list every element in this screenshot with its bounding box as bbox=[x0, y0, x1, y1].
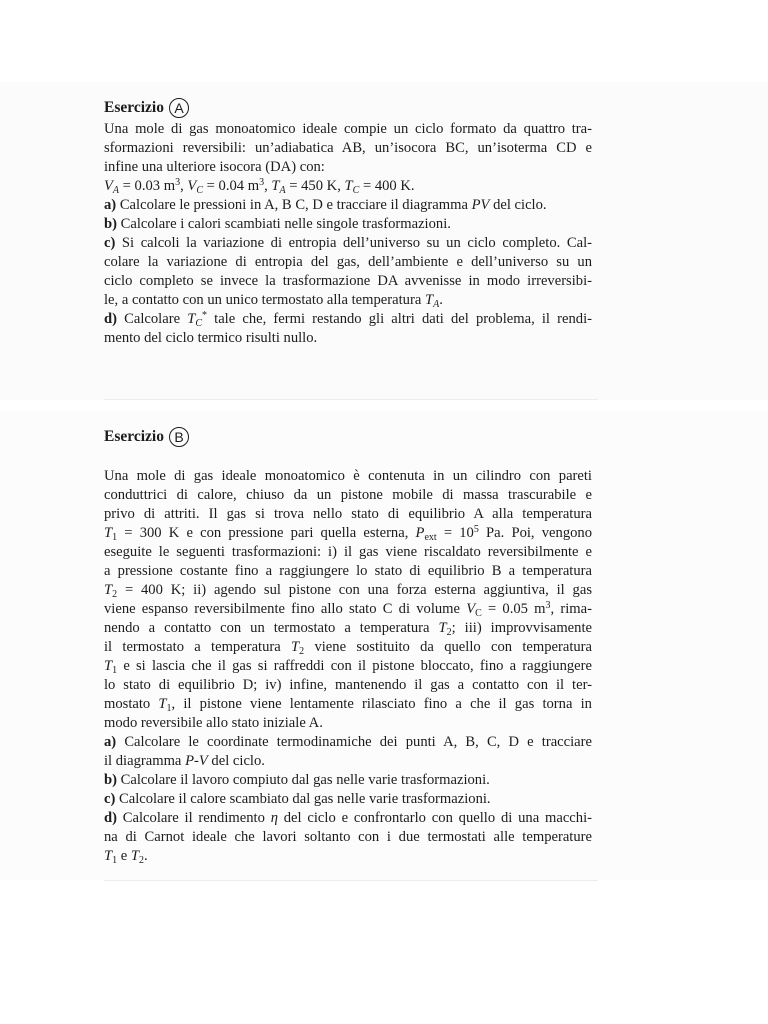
bottom-divider bbox=[104, 880, 598, 881]
text-line: modo reversibile allo stato iniziale A. bbox=[104, 715, 323, 731]
text-line: d) Calcolare il rendimento η del ciclo e confrontarlo con quello di una macchi- bbox=[104, 810, 592, 826]
exercise-a-letter-badge: A bbox=[169, 98, 189, 118]
text-line: c) Calcolare il calore scambiato dal gas nelle varie trasformazioni. bbox=[104, 791, 491, 807]
text-line: b) Calcolare i calori scambiati nelle singole trasformazioni. bbox=[104, 216, 451, 232]
text-line: $T_1 = 300$ K e con pressione pari quella esterna, $P_{ext} = 10^5$ Pa. Poi, vengono bbox=[104, 524, 593, 543]
exercise-a-title: Esercizio bbox=[104, 99, 164, 116]
text-line: $T_1$ e $T_2$. bbox=[104, 848, 148, 866]
exercise-a-heading bbox=[104, 98, 189, 118]
text-line: $V_A = 0.03$ $m^3$, $V_C = 0.04$ $m^3$, $T_A = 450$ K, $T_C = 400$ K. bbox=[104, 177, 415, 196]
text-line: a pressione costante fino a raggiungere lo stato di equilibrio B a temperatura bbox=[104, 563, 592, 579]
text-line: $T_1$ e si lascia che il gas si raffreddi con il pistone bloccato, fino a raggiungere bbox=[104, 658, 592, 676]
text-line: b) Calcolare il lavoro compiuto dal gas nelle varie trasformazioni. bbox=[104, 772, 490, 788]
text-line: nendo a contatto con un termostato a temperatura $T_2$; iii) improvvisamente bbox=[104, 620, 592, 638]
exercise-b-body bbox=[104, 467, 592, 866]
text-line: lo stato di equilibrio D; iv) infine, mantenendo il gas a contatto con il ter- bbox=[104, 677, 592, 693]
text-line: a) Calcolare le coordinate termodinamiche dei punti A, B, C, D e tracciare bbox=[104, 734, 592, 750]
text-line: $T_2 = 400$ K; ii) agendo sul pistone con una forza esterna aggiuntiva, il gas bbox=[104, 582, 592, 600]
text-line: il diagramma P-V del ciclo. bbox=[104, 753, 265, 769]
text-line: le, a contatto con un unico termostato alla temperatura $T_A$. bbox=[104, 292, 443, 310]
text-line: c) Si calcoli la variazione di entropia dell’universo su un ciclo completo. Cal- bbox=[104, 235, 592, 251]
text-line: conduttrici di calore, chiuso da un pistone mobile di massa trascurabile e bbox=[104, 487, 592, 503]
text-line: colare la variazione di entropia del gas, dell’ambiente e dell’universo su un bbox=[104, 254, 592, 270]
text-line: il termostato a temperatura $T_2$ viene sostituito da quello con temperatura bbox=[104, 639, 593, 657]
text-line: eseguite le seguenti trasformazioni: i) il gas viene riscaldato reversibilmente e bbox=[104, 544, 592, 560]
section-divider bbox=[104, 399, 598, 400]
exercise-b-heading bbox=[104, 427, 189, 447]
text-line: ciclo completo se invece la trasformazione DA avvenisse in modo irreversibi- bbox=[104, 273, 592, 289]
exercise-a-section bbox=[0, 82, 768, 400]
text-line: a) Calcolare le pressioni in A, B C, D e tracciare il diagramma PV del ciclo. bbox=[104, 197, 547, 213]
text-line: d) Calcolare $T_C^*$ tale che, fermi restando gli altri dati del problema, il rendi- bbox=[104, 310, 592, 329]
text-line: Una mole di gas monoatomico ideale compie un ciclo formato da quattro tra- bbox=[104, 121, 592, 137]
text-line: Una mole di gas ideale monoatomico è contenuta in un cilindro con pareti bbox=[104, 468, 592, 484]
exercise-b-section bbox=[0, 410, 768, 880]
text-line: infine una ulteriore isocora (DA) con: bbox=[104, 159, 325, 175]
text-line: viene espanso reversibilmente fino allo stato C di volume $V_C = 0.05$ $m^3$, rima- bbox=[104, 600, 592, 619]
text-line: mostato $T_1$, il pistone viene lentamente rilasciato fino a che il gas torna in bbox=[104, 696, 592, 714]
text-line: mento del ciclo termico risulti nullo. bbox=[104, 330, 318, 346]
text-line: privo di attriti. Il gas si trova nello stato di equilibrio A alla temperatura bbox=[104, 506, 592, 522]
text-line: sformazioni reversibili: un’adiabatica AB, un’isocora BC, un’isoterma CD e bbox=[104, 140, 592, 156]
exercise-b-letter-badge: B bbox=[169, 427, 189, 447]
exercise-b-title: Esercizio bbox=[104, 428, 164, 445]
text-line: na di Carnot ideale che lavori soltanto con i due termostati alle temperature bbox=[104, 829, 592, 845]
exercise-a-body bbox=[104, 120, 592, 348]
